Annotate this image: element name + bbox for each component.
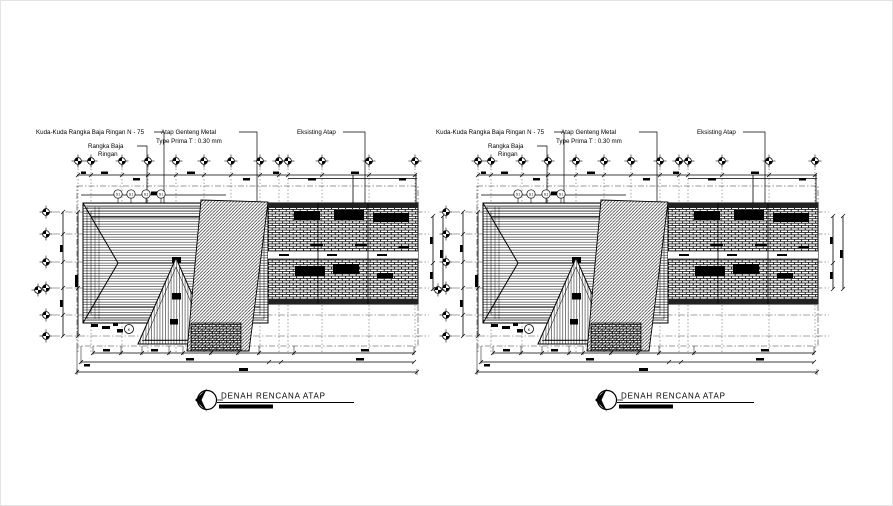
label-metal-line1: Atap Genteng Metal: [561, 129, 617, 136]
grid-markers-top: [72, 155, 422, 168]
existing-roof: [668, 175, 818, 304]
grid-marker-icon: [440, 330, 453, 343]
truss-bubble-label: S1: [128, 192, 134, 197]
truss-bubble-label: S1: [515, 192, 521, 197]
label-truss: Kuda-Kuda Rangka Baja Ringan N - 75: [36, 129, 145, 136]
grid-marker-icon: [654, 155, 667, 168]
label-metal-line2: Type Prima T : 0.30 mm: [556, 138, 622, 145]
roof-plan-svg: [411, 117, 851, 417]
truss-bubble-label: S1: [543, 192, 549, 197]
label-frame-line1: Rangka Baja: [488, 143, 524, 150]
grid-marker-icon: [625, 155, 638, 168]
metal-roof-band: [587, 200, 668, 351]
drawing-title: DENAH RENCANA ATAP: [221, 391, 326, 401]
truss-bubbles: [114, 190, 165, 203]
grid-marker-icon: [254, 155, 267, 168]
label-metal-line2: Type Prima T : 0.30 mm: [156, 138, 222, 145]
grid-marker-icon: [763, 155, 776, 168]
grid-marker-icon: [40, 206, 53, 219]
grid-marker-icon: [809, 155, 822, 168]
roof-plan-svg: [11, 117, 451, 417]
grid-marker-icon: [440, 228, 453, 241]
grid-marker-icon: [432, 284, 445, 297]
corner-bubble-label: K: [127, 326, 131, 332]
label-frame-line2: Ringan: [98, 151, 118, 158]
truss-bubble-label: S1: [528, 192, 534, 197]
grid-marker-icon: [682, 155, 695, 168]
label-frame-line2: Ringan: [498, 151, 518, 158]
grid-marker-icon: [32, 284, 45, 297]
grid-marker-icon: [282, 155, 295, 168]
truss-bubble-label: S1: [558, 192, 564, 197]
truss-bubbles: [514, 190, 565, 203]
grid-marker-icon: [40, 282, 53, 295]
label-frame-line1: Rangka Baja: [88, 143, 124, 150]
corner-bubble-label: K: [527, 326, 531, 332]
grid-marker-icon: [485, 155, 498, 168]
grid-marker-icon: [472, 155, 485, 168]
grid-markers-left: [432, 206, 453, 343]
grid-marker-icon: [440, 282, 453, 295]
grid-marker-icon: [316, 155, 329, 168]
truss-bubble-label: S1: [115, 192, 121, 197]
grid-marker-icon: [716, 155, 729, 168]
truss-bubble-label: S1: [143, 192, 149, 197]
title-block: [195, 389, 354, 412]
grid-marker-icon: [142, 155, 155, 168]
drawing-title: DENAH RENCANA ATAP: [621, 391, 726, 401]
grid-marker-icon: [85, 155, 98, 168]
grid-marker-icon: [440, 309, 453, 322]
metal-roof-band: [187, 200, 268, 351]
grid-marker-icon: [40, 256, 53, 269]
grid-marker-icon: [72, 155, 85, 168]
grid-marker-icon: [40, 228, 53, 241]
roof-plan-panel-right: [411, 117, 851, 417]
title-block: [595, 389, 754, 412]
grid-marker-icon: [40, 330, 53, 343]
grid-marker-icon: [170, 155, 183, 168]
label-existing: Eksisting Atap: [297, 129, 336, 136]
grid-marker-icon: [542, 155, 555, 168]
grid-marker-icon: [198, 155, 211, 168]
grid-marker-icon: [440, 256, 453, 269]
grid-marker-icon: [440, 206, 453, 219]
grid-marker-icon: [598, 155, 611, 168]
grid-markers-left: [32, 206, 53, 343]
grid-marker-icon: [225, 155, 238, 168]
label-existing: Eksisting Atap: [697, 129, 736, 136]
grid-marker-icon: [570, 155, 583, 168]
label-metal-line1: Atap Genteng Metal: [161, 129, 217, 136]
roof-plan-panel-left: [11, 117, 451, 417]
grid-marker-icon: [40, 309, 53, 322]
corner-detail: [91, 323, 134, 334]
grid-markers-top: [472, 155, 822, 168]
corner-detail: [491, 323, 534, 334]
label-truss: Kuda-Kuda Rangka Baja Ringan N - 75: [436, 129, 545, 136]
truss-bubble-label: S1: [158, 192, 164, 197]
grid-marker-icon: [363, 155, 376, 168]
existing-roof: [268, 175, 418, 304]
